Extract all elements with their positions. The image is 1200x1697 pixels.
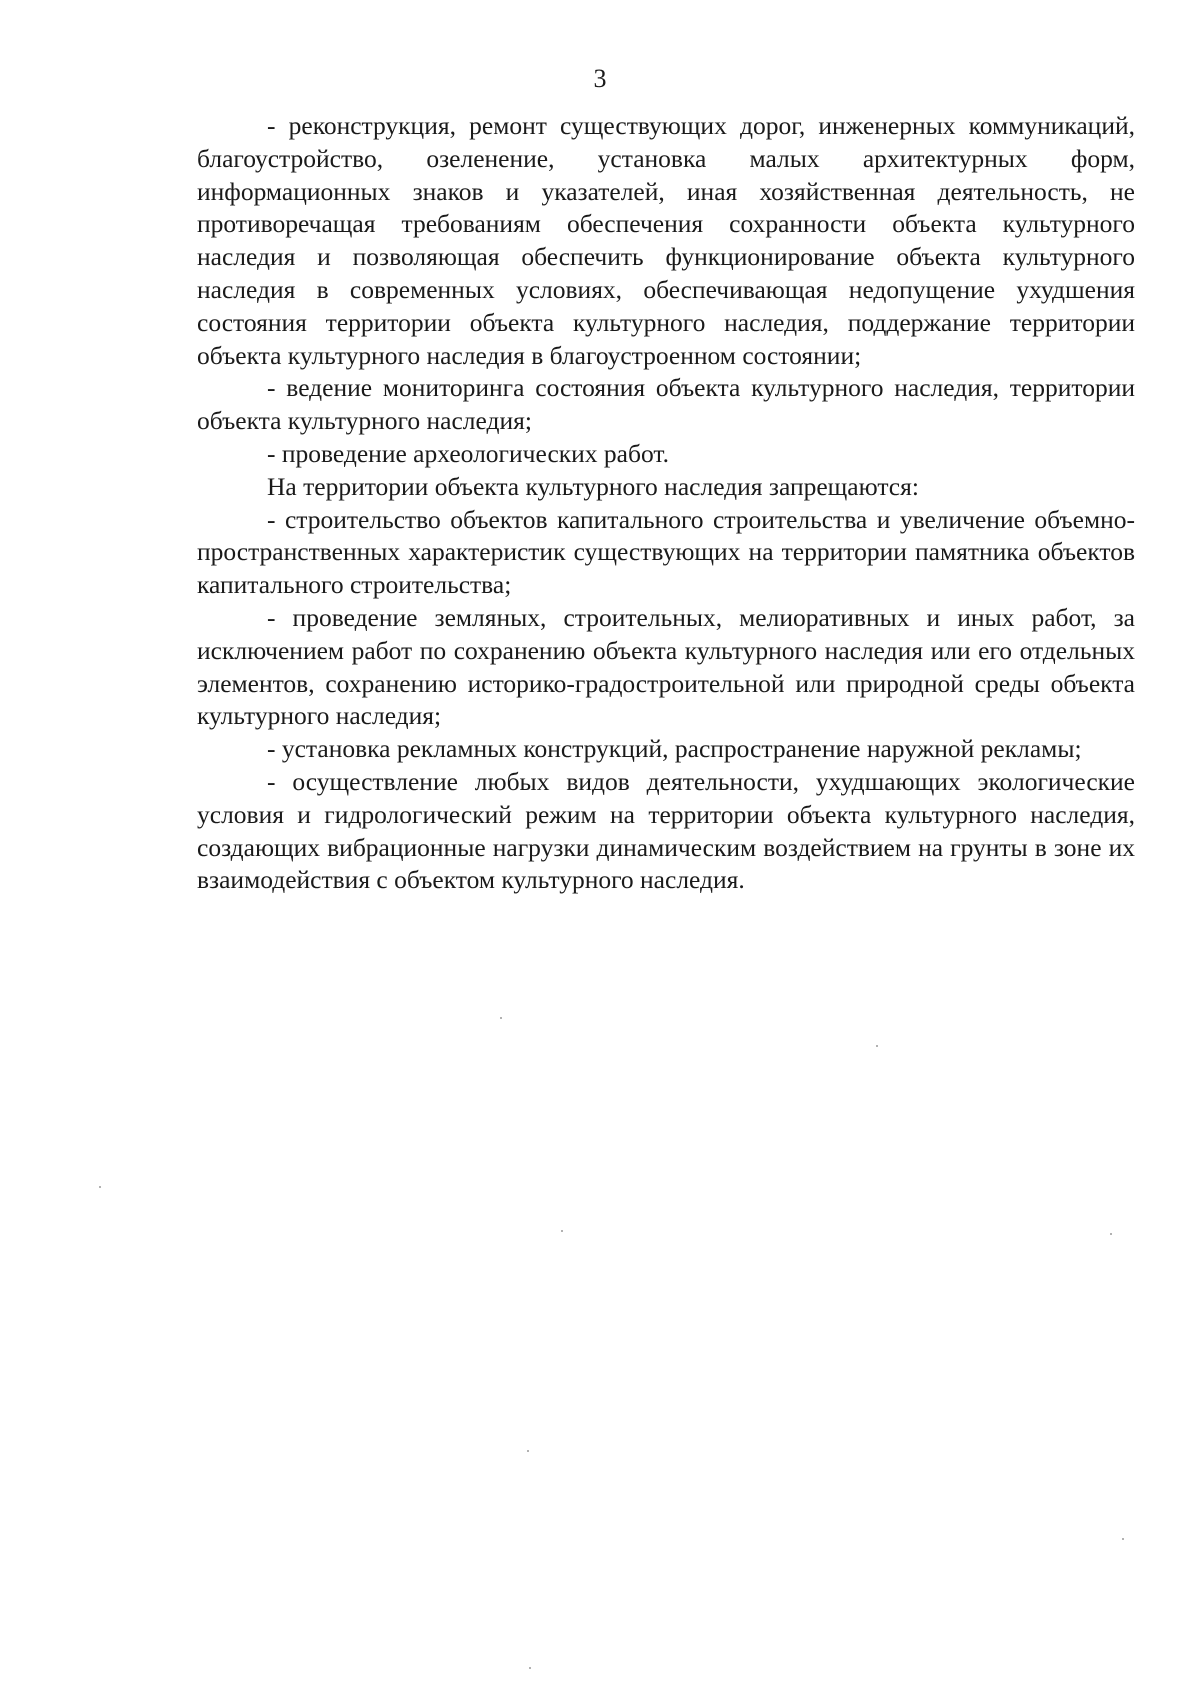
scan-speck bbox=[529, 1667, 531, 1669]
paragraph-monitoring: - ведение мониторинга состояния объекта культурного наследия, территории объекта культурного наследия; bbox=[197, 373, 1135, 436]
scan-speck bbox=[1122, 1538, 1124, 1540]
scan-speck bbox=[876, 1045, 878, 1047]
scan-speck bbox=[527, 1450, 529, 1452]
document-body bbox=[197, 110, 1135, 897]
paragraph-environment: - осуществление любых видов деятельности, ухудшающих экологические условия и гидрологический режим на территории объекта культурного наследия, создающих вибрационные нагрузки динамическим воздействием на грунты в зоне их взаимодействия с объектом культурного наследия. bbox=[197, 766, 1135, 895]
scan-speck bbox=[1110, 1233, 1112, 1235]
page-number: 3 bbox=[593, 64, 607, 93]
paragraph-archaeology: - проведение археологических работ. bbox=[267, 438, 669, 468]
paragraph-prohibitions-heading: На территории объекта культурного наследия запрещаются: bbox=[267, 471, 919, 501]
paragraph-advertising: - установка рекламных конструкций, распространение наружной рекламы; bbox=[267, 734, 1082, 764]
scan-speck bbox=[500, 1017, 502, 1019]
paragraph-reconstruction: - реконструкция, ремонт существующих дорог, инженерных коммуникаций, благоустройство, озеленение, установка малых архитектурных форм, информационных знаков и указателей, иная хозяйственная деятельность, не противоречащая требованиям обеспечения сохранности объекта культурного наследия и позволяющая обеспечить функционирование объекта культурного наследия в современных условиях, обеспечивающая недопущение ухудшения состояния территории объекта культурного наследия, поддержание территории объекта культурного наследия в благоустроенном состоянии; bbox=[197, 111, 1135, 370]
paragraph-earthworks: - проведение земляных, строительных, мелиоративных и иных работ, за исключением работ по сохранению объекта культурного наследия или его отдельных элементов, сохранению историко-градостроительной или природной среды объекта культурного наследия; bbox=[197, 602, 1135, 731]
scan-speck bbox=[561, 1230, 563, 1232]
scan-speck bbox=[99, 1186, 101, 1188]
paragraph-construction: - строительство объектов капитального строительства и увеличение объемно-пространственных характеристик существующих на территории памятника объектов капитального строительства; bbox=[197, 504, 1135, 600]
